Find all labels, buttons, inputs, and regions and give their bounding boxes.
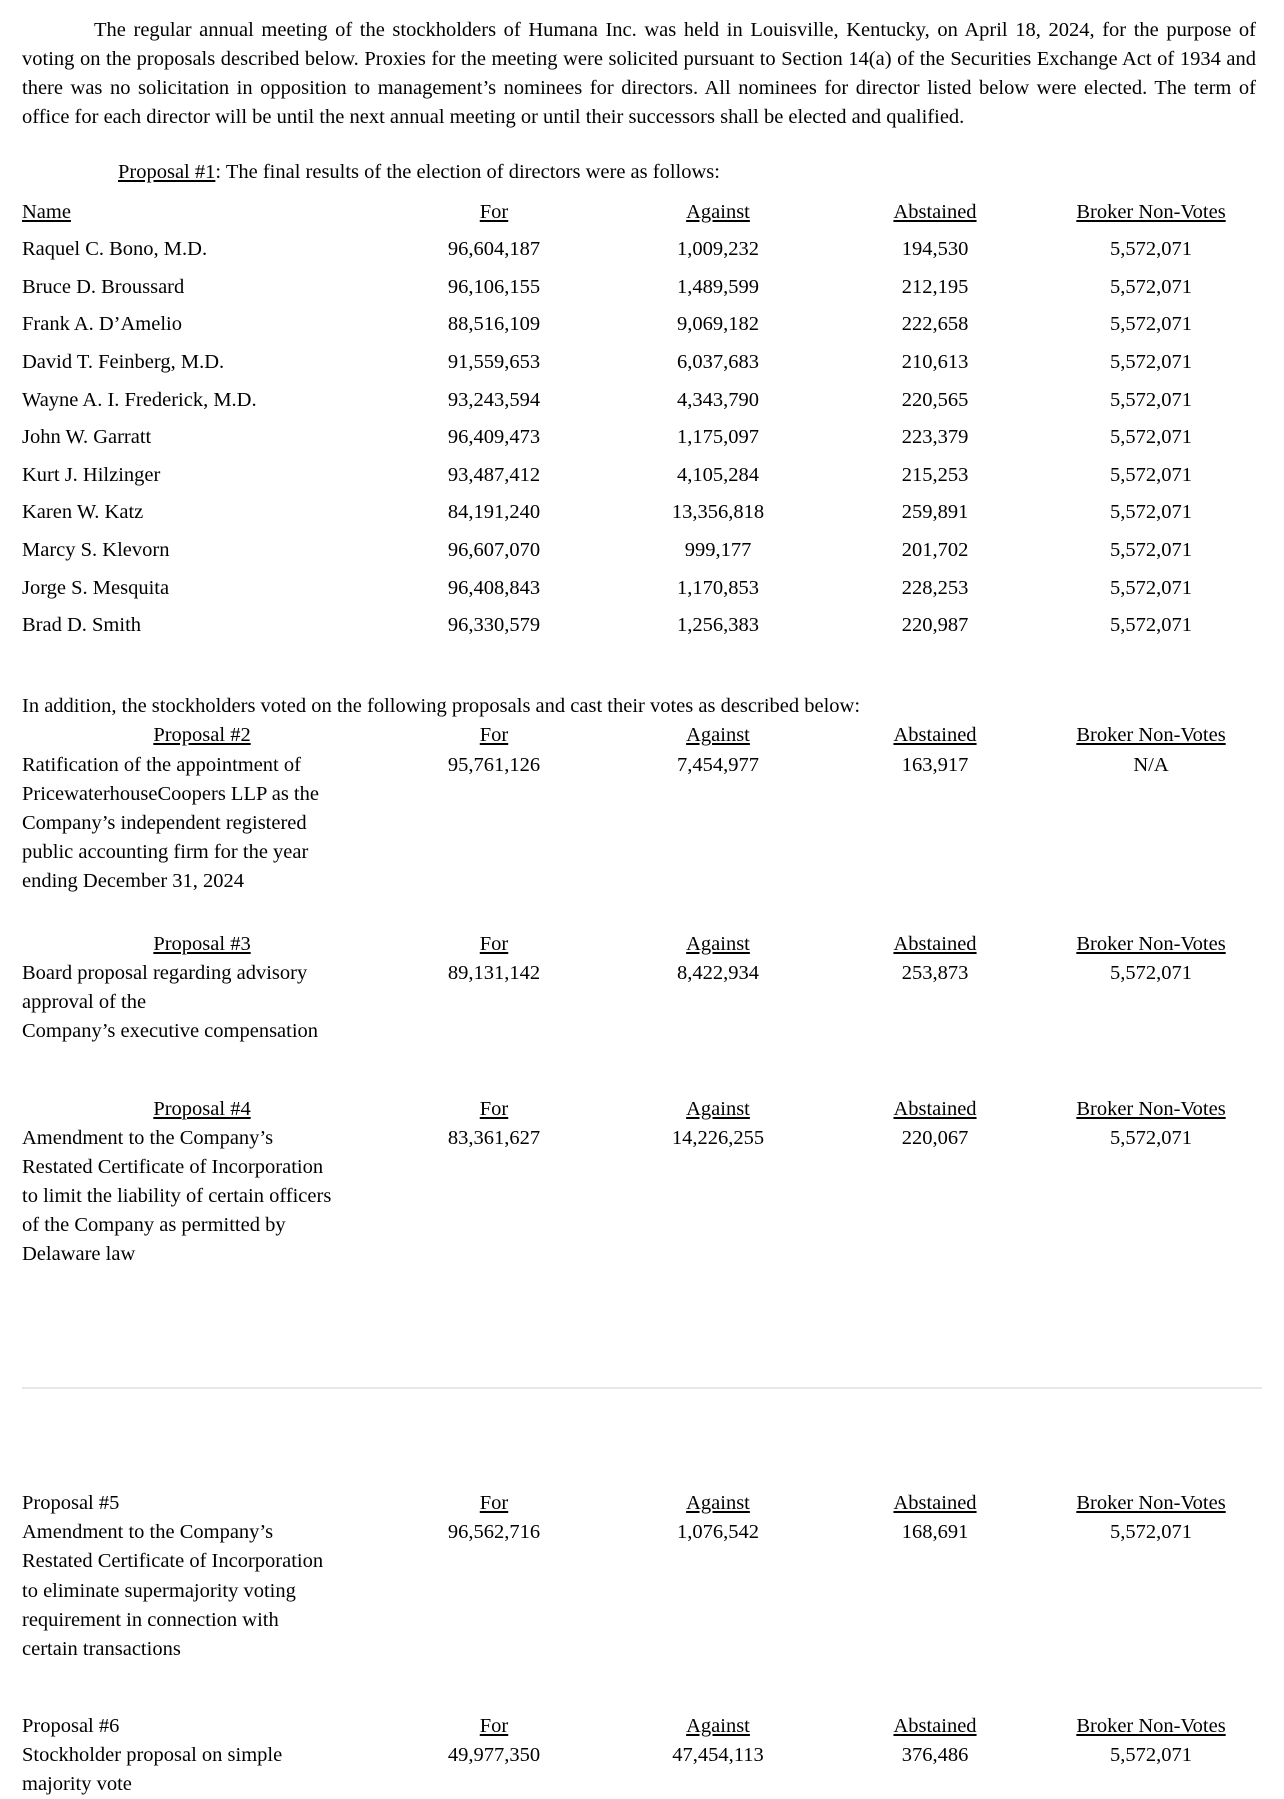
director-for: 88,516,109 (447, 313, 541, 336)
table-row (22, 339, 1262, 377)
proposal-3-against: 8,422,934 (677, 962, 759, 985)
proposal-3-for: 89,131,142 (447, 962, 541, 985)
proposal-2-broker: N/A (1133, 753, 1169, 776)
column-header-for: For (479, 1492, 509, 1515)
directors-table (22, 198, 1262, 641)
director-abstained: 222,658 (901, 313, 969, 336)
description-line: Restated Certificate of Incorporation (22, 1550, 324, 1573)
director-broker: 5,572,071 (1110, 501, 1192, 524)
director-abstained: 215,253 (901, 463, 969, 486)
spacer (22, 896, 1262, 930)
proposal-4-abstained: 220,067 (901, 1126, 969, 1149)
proposal-4-against: 14,226,255 (671, 1126, 765, 1149)
description-line: PricewaterhouseCoopers LLP as the (22, 782, 319, 805)
director-for: 93,487,412 (447, 463, 541, 486)
proposal-6-for: 49,977,350 (447, 1743, 541, 1766)
table-row (22, 490, 1262, 528)
proposal-1-lead (22, 158, 1262, 187)
spacer (22, 1047, 1262, 1095)
column-header-for: For (479, 1714, 509, 1737)
description-line: to eliminate supermajority voting (22, 1579, 296, 1602)
director-broker: 5,572,071 (1110, 388, 1192, 411)
proposal-4-description (22, 1124, 382, 1270)
description-line: approval of the (22, 991, 147, 1014)
table-row (22, 452, 1262, 490)
director-against: 13,356,818 (671, 501, 765, 524)
column-header-against: Against (686, 200, 750, 223)
director-for: 93,243,594 (447, 388, 541, 411)
description-line: Board proposal regarding advisory (22, 962, 308, 985)
table-row (22, 528, 1262, 566)
proposal-5-header-row (22, 1489, 1262, 1518)
proposal-3-title: Proposal #3 (153, 933, 251, 956)
director-abstained: 212,195 (901, 275, 969, 298)
column-header-for: For (479, 200, 509, 223)
description-line: Delaware law (22, 1243, 136, 1266)
column-header-broker-non-votes: Broker Non-Votes (1076, 724, 1226, 747)
director-against: 9,069,182 (677, 313, 759, 336)
description-line: Company’s executive compensation (22, 1020, 319, 1043)
director-for: 96,106,155 (447, 275, 541, 298)
table-row (22, 1741, 1262, 1799)
director-broker: 5,572,071 (1110, 426, 1192, 449)
description-line: certain transactions (22, 1637, 181, 1660)
column-header-abstained: Abstained (893, 1714, 977, 1737)
proposal-1-lead-text: : The final results of the election of directors were as follows: (215, 161, 720, 184)
description-line: to limit the liability of certain officers (22, 1184, 332, 1207)
director-name: Frank A. D’Amelio (22, 313, 182, 336)
director-against: 1,256,383 (677, 614, 759, 637)
director-broker: 5,572,071 (1110, 614, 1192, 637)
column-header-broker-non-votes: Broker Non-Votes (1076, 200, 1226, 223)
director-broker: 5,572,071 (1110, 238, 1192, 261)
director-broker: 5,572,071 (1110, 275, 1192, 298)
proposal-5-title: Proposal #5 (22, 1492, 120, 1515)
proposal-6-abstained: 376,486 (901, 1743, 969, 1766)
column-header-name: Name (22, 200, 71, 223)
director-for: 91,559,653 (447, 350, 541, 373)
table-row (22, 377, 1262, 415)
proposal-5-description (22, 1518, 382, 1664)
proposal-3-block (22, 930, 1262, 1046)
director-for: 96,604,187 (447, 238, 541, 261)
table-row (22, 1518, 1262, 1664)
director-abstained: 220,565 (901, 388, 969, 411)
director-against: 4,105,284 (677, 463, 759, 486)
proposal-6-header-row (22, 1712, 1262, 1741)
spacer (0, 1269, 1284, 1387)
proposal-3-header-row (22, 930, 1262, 959)
document-content-page-2 (0, 1489, 1284, 1799)
director-abstained: 259,891 (901, 501, 969, 524)
proposal-6-table (22, 1712, 1262, 1799)
column-header-against: Against (686, 1097, 750, 1120)
director-for: 84,191,240 (447, 501, 541, 524)
director-for: 96,408,843 (447, 576, 541, 599)
proposal-5-block (22, 1489, 1262, 1664)
director-against: 1,489,599 (677, 275, 759, 298)
proposal-5-against: 1,076,542 (677, 1521, 759, 1544)
table-row (22, 227, 1262, 265)
description-line: Restated Certificate of Incorporation (22, 1155, 324, 1178)
description-line: ending December 31, 2024 (22, 870, 245, 893)
table-row (22, 751, 1262, 897)
description-line: Amendment to the Company’s (22, 1521, 274, 1544)
table-row (22, 264, 1262, 302)
director-for: 96,607,070 (447, 539, 541, 562)
column-header-against: Against (686, 1492, 750, 1515)
column-header-abstained: Abstained (893, 933, 977, 956)
table-row (22, 415, 1262, 453)
director-name: Marcy S. Klevorn (22, 539, 170, 562)
column-header-abstained: Abstained (893, 200, 977, 223)
proposal-5-abstained: 168,691 (901, 1521, 969, 1544)
spacer (22, 1664, 1262, 1712)
director-name: Kurt J. Hilzinger (22, 463, 161, 486)
proposal-6-description (22, 1741, 382, 1799)
table-row (22, 565, 1262, 603)
column-header-for: For (479, 933, 509, 956)
director-abstained: 228,253 (901, 576, 969, 599)
proposal-2-table (22, 721, 1262, 896)
table-row (22, 603, 1262, 641)
intro-paragraph: The regular annual meeting of the stockholders of Humana Inc. was held in Louisville, Kentucky, on April 18, 2024, for the purpose of voting on the proposals described below. Proxies for the meeting were solicited pursuant to Section 14(a) of the Securities Exchange Act of 1934 and there was no solicitation in opposition to management’s nominees for directors. All nominees for director listed below were elected. The term of office for each director will be until the next annual meeting or until their successors shall be elected and qualified. (22, 19, 1256, 129)
director-against: 999,177 (684, 539, 752, 562)
proposal-1-label: Proposal #1 (118, 161, 216, 184)
description-line: Ratification of the appointment of (22, 753, 301, 776)
column-header-abstained: Abstained (893, 1097, 977, 1120)
director-abstained: 210,613 (901, 350, 969, 373)
director-name: Karen W. Katz (22, 501, 144, 524)
director-against: 4,343,790 (677, 388, 759, 411)
director-against: 1,170,853 (677, 576, 759, 599)
proposal-6-title: Proposal #6 (22, 1714, 120, 1737)
proposal-6-broker: 5,572,071 (1110, 1743, 1192, 1766)
proposal-6-block (22, 1712, 1262, 1799)
proposal-2-description (22, 751, 382, 897)
director-broker: 5,572,071 (1110, 313, 1192, 336)
column-header-abstained: Abstained (893, 724, 977, 747)
column-header-against: Against (686, 1714, 750, 1737)
director-name: Wayne A. I. Frederick, M.D. (22, 388, 257, 411)
director-against: 1,175,097 (677, 426, 759, 449)
column-header-abstained: Abstained (893, 1492, 977, 1515)
directors-table-wrapper (22, 198, 1262, 641)
description-line: majority vote (22, 1773, 132, 1796)
description-line: Company’s independent registered (22, 811, 307, 834)
proposal-3-table (22, 930, 1262, 1046)
proposal-2-abstained: 163,917 (901, 753, 969, 776)
director-name: David T. Feinberg, M.D. (22, 350, 225, 373)
column-header-against: Against (686, 724, 750, 747)
proposal-3-abstained: 253,873 (901, 962, 969, 985)
proposal-4-for: 83,361,627 (447, 1126, 541, 1149)
description-line: public accounting firm for the year (22, 840, 309, 863)
spacer (0, 1389, 1284, 1489)
column-header-broker-non-votes: Broker Non-Votes (1076, 933, 1226, 956)
director-abstained: 194,530 (901, 238, 969, 261)
table-row (22, 302, 1262, 340)
proposal-4-title: Proposal #4 (153, 1097, 251, 1120)
director-broker: 5,572,071 (1110, 576, 1192, 599)
director-for: 96,409,473 (447, 426, 541, 449)
proposal-2-header-row (22, 721, 1262, 750)
director-broker: 5,572,071 (1110, 350, 1192, 373)
director-abstained: 220,987 (901, 614, 969, 637)
description-line: of the Company as permitted by (22, 1214, 286, 1236)
proposal-2-for: 95,761,126 (447, 753, 541, 776)
proposal-2-against: 7,454,977 (677, 753, 759, 776)
director-name: Jorge S. Mesquita (22, 576, 170, 599)
director-abstained: 223,379 (901, 426, 969, 449)
proposal-3-broker: 5,572,071 (1110, 962, 1192, 985)
proposal-4-header-row (22, 1095, 1262, 1124)
spacer (22, 640, 1262, 688)
director-abstained: 201,702 (901, 539, 969, 562)
director-name: John W. Garratt (22, 426, 152, 449)
proposal-4-table (22, 1095, 1262, 1270)
director-against: 6,037,683 (677, 350, 759, 373)
transition-paragraph: In addition, the stockholders voted on the following proposals and cast their votes as described below: (22, 695, 861, 718)
director-for: 96,330,579 (447, 614, 541, 637)
proposal-5-broker: 5,572,071 (1110, 1521, 1192, 1544)
table-row (22, 959, 1262, 1046)
directors-table-header-row (22, 198, 1262, 227)
description-line: Stockholder proposal on simple (22, 1743, 283, 1766)
column-header-broker-non-votes: Broker Non-Votes (1076, 1492, 1226, 1515)
director-name: Raquel C. Bono, M.D. (22, 238, 208, 261)
director-name: Bruce D. Broussard (22, 275, 185, 298)
table-row (22, 1124, 1262, 1270)
proposal-2-title: Proposal #2 (153, 724, 251, 747)
director-against: 1,009,232 (677, 238, 759, 261)
proposal-2-block (22, 721, 1262, 896)
column-header-for: For (479, 724, 509, 747)
proposal-4-block (22, 1095, 1262, 1270)
proposal-5-table (22, 1489, 1262, 1664)
proposal-4-broker: 5,572,071 (1110, 1126, 1192, 1149)
director-name: Brad D. Smith (22, 614, 142, 637)
director-broker: 5,572,071 (1110, 463, 1192, 486)
column-header-against: Against (686, 933, 750, 956)
proposal-5-for: 96,562,716 (447, 1521, 541, 1544)
proposal-3-description (22, 959, 382, 1046)
column-header-broker-non-votes: Broker Non-Votes (1076, 1714, 1226, 1737)
description-line: Amendment to the Company’s (22, 1126, 274, 1149)
director-broker: 5,572,071 (1110, 539, 1192, 562)
proposal-6-against: 47,454,113 (672, 1743, 764, 1766)
column-header-for: For (479, 1097, 509, 1120)
column-header-broker-non-votes: Broker Non-Votes (1076, 1097, 1226, 1120)
description-line: requirement in connection with (22, 1608, 279, 1631)
